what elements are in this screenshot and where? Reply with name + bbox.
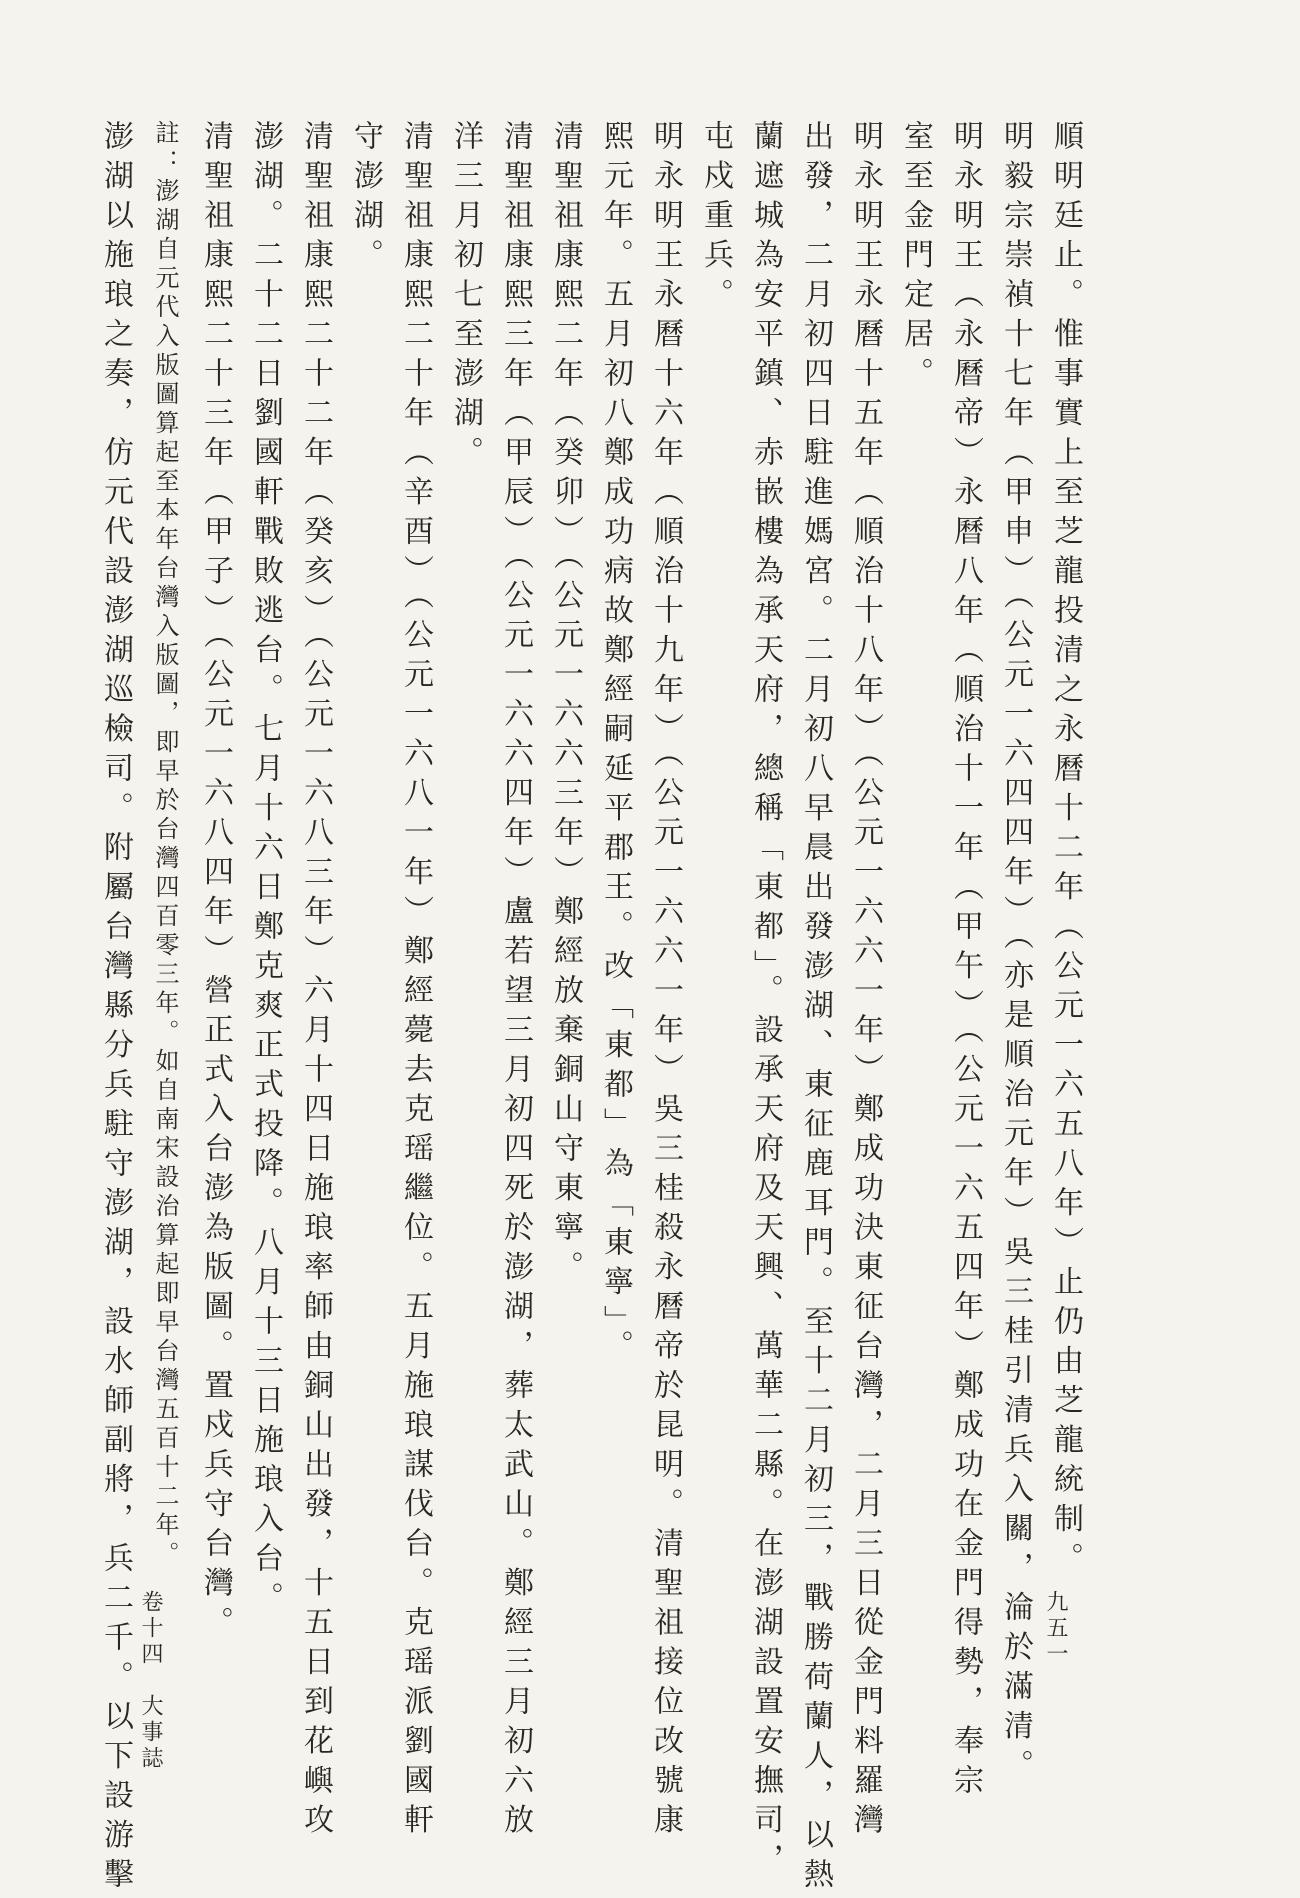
text-column-6: 出發，二月初四日駐進媽宮。二月初八早晨出發澎湖、東征鹿耳門。至十二月初三，戰勝荷蘭人，以熱 bbox=[798, 120, 833, 1898]
text-column-1: 順明廷止。惟事實上至芝龍投清之永曆十二年（公元一六五八年）止仍由芝龍統制。 bbox=[1048, 120, 1083, 1582]
text-column-14: 清聖祖康熙二十年（辛酉）（公元一六八一年）鄭經薨去克瑶繼位。五月施琅謀伐台。克瑶派劉國軒 bbox=[398, 120, 433, 1843]
text-column-13: 洋三月初七至澎湖。 bbox=[448, 120, 483, 476]
text-column-2: 明毅宗崇禎十七年（甲申）（公元一六四四年）（亦是順治元年）吳三桂引清兵入關，淪於滿清。 bbox=[998, 120, 1033, 1789]
text-column-3: 明永明王（永曆帝）永曆八年（順治十一年（甲午）（公元一六五四年）鄭成功在金門得勢，奉宗 bbox=[948, 120, 983, 1804]
text-column-15: 守澎湖。 bbox=[348, 120, 383, 278]
text-column-4: 室至金門定居。 bbox=[898, 120, 933, 397]
section-title: 卷十四 大事誌 bbox=[138, 1590, 163, 1772]
text-column-9: 明永明王永曆十六年（順治十九年）（公元一六六一年）吳三桂殺永曆帝於昆明。清聖祖接位改號康 bbox=[648, 120, 683, 1843]
text-column-note: 註：澎湖自元代入版圖算起至本年台灣入版圖，即早於台灣四百零三年。如自南宋設治算起即早台灣五百十二年。 bbox=[151, 120, 179, 1570]
text-column-5: 明永明王永曆十五年（順治十八年）（公元一六六一年）鄭成功決東征台灣，二月三日從金門料羅灣 bbox=[848, 120, 883, 1843]
text-column-12: 清聖祖康熙三年（甲辰）（公元一六六四年）盧若望三月初四死於澎湖，葬太武山。鄭經三月初六放 bbox=[498, 120, 533, 1843]
text-column-11: 清聖祖康熙二年（癸卯）（公元一六六三年）鄭經放棄銅山守東寧。 bbox=[548, 120, 583, 1290]
text-column-16: 清聖祖康熙二十二年（癸亥）（公元一六八三年）六月十四日施琅率師由銅山出發，十五日到花嶼攻 bbox=[298, 120, 333, 1843]
text-column-8: 屯戍重兵。 bbox=[698, 120, 733, 318]
page-number: 九五一 bbox=[1043, 1590, 1068, 1668]
text-column-17: 澎湖。二十二日劉國軒戰敗逃台。七月十六日鄭克爽正式投降。八月十三日施琅入台。 bbox=[248, 120, 283, 1621]
text-column-7: 蘭遮城為安平鎮、赤嵌樓為承天府，總稱「東都」。設承天府及天興、萬華二縣。在澎湖設置安撫司， bbox=[748, 120, 783, 1883]
text-column-10: 熙元年。五月初八鄭成功病故鄭經嗣延平郡王。改「東都」為「東寧」。 bbox=[598, 120, 633, 1369]
text-column-20: 澎湖以施琅之奏，仿元代設澎湖巡檢司。附屬台灣縣分兵駐守澎湖，設水師副將，兵二千。以下設游擊 bbox=[98, 120, 133, 1898]
text-column-18: 清聖祖康熙二十三年（甲子）（公元一六八四年）營正式入台澎為版圖。置戍兵守台灣。 bbox=[198, 120, 233, 1646]
